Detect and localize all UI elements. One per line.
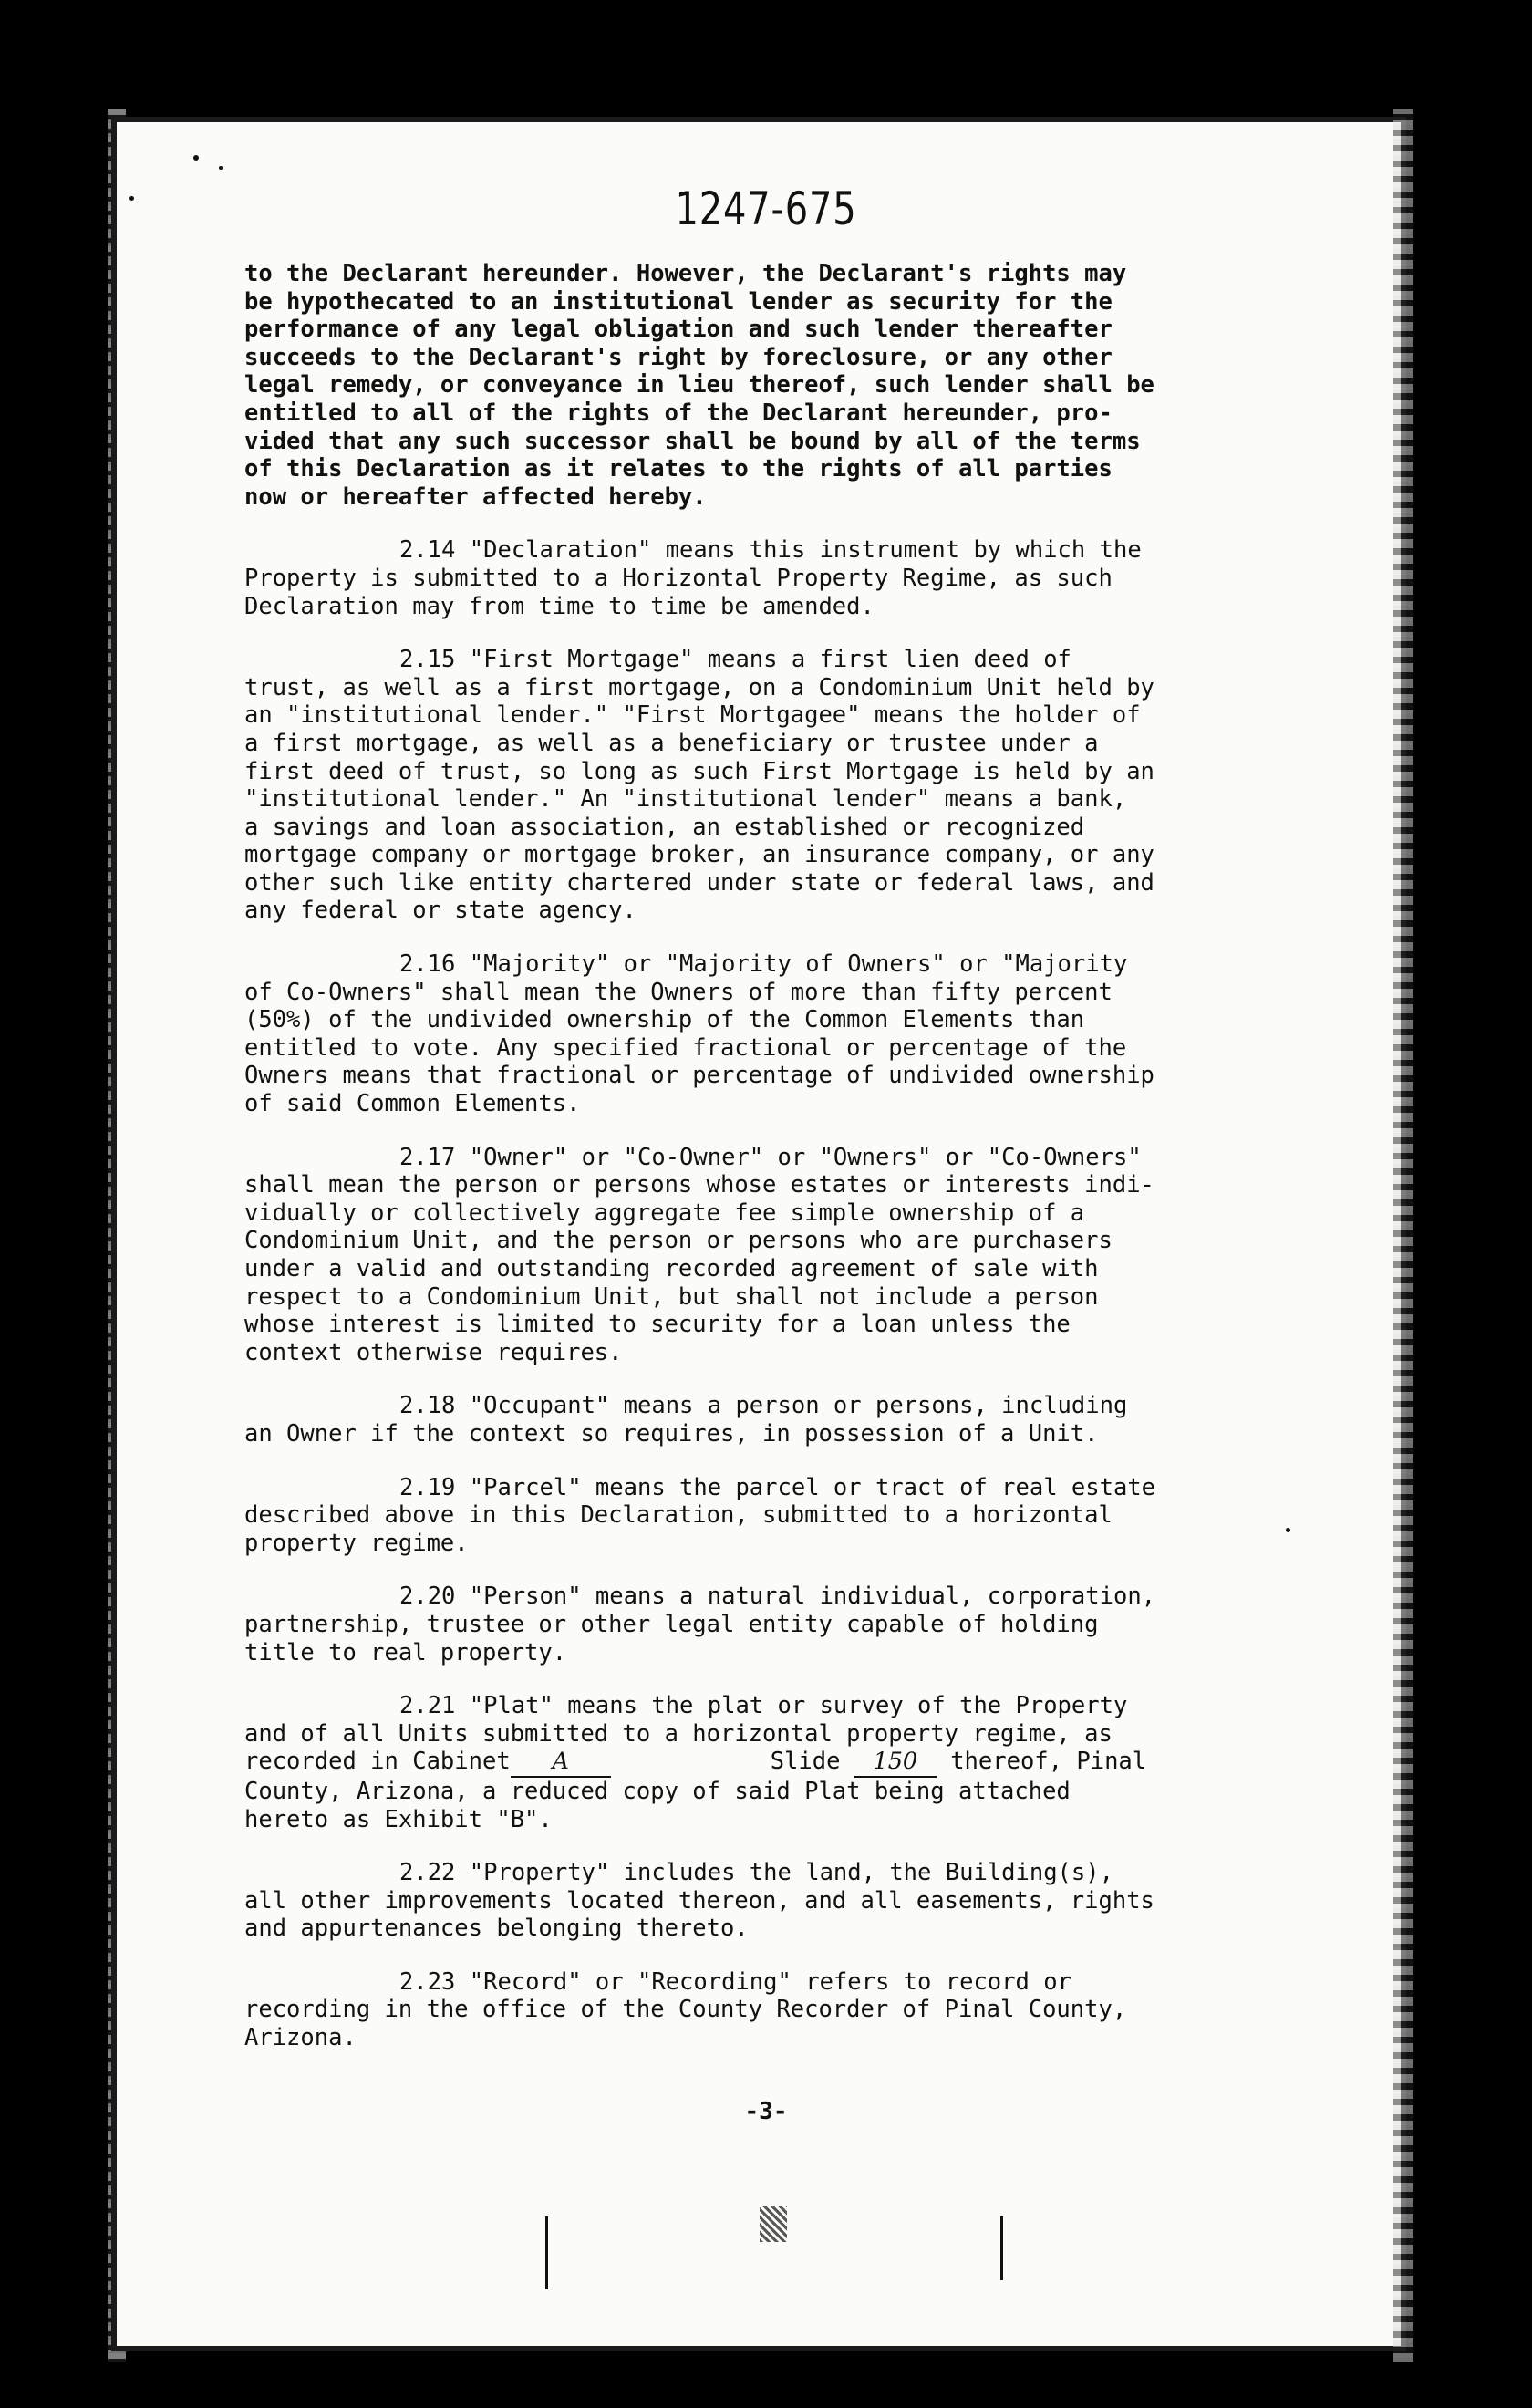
text-line: Owners means that fractional or percentage of undivided ownership xyxy=(244,1062,1154,1090)
text-line: a savings and loan association, an established or recognized xyxy=(244,813,1085,841)
slide-handwritten-value: 150 xyxy=(854,1748,937,1778)
text-line: 2.15 "First Mortgage" means a first lien deed of xyxy=(399,646,1071,674)
text-line: of said Common Elements. xyxy=(244,1090,581,1118)
text-line: recording in the office of the County Recorder of Pinal County, xyxy=(244,1996,1127,2024)
recorded-in-cabinet-label: recorded in Cabinet xyxy=(244,1748,511,1776)
text-line: entitled to all of the rights of the Declarant hereunder, pro- xyxy=(244,399,1113,427)
paragraph-2-23-record xyxy=(244,1968,1316,2052)
text-line: 2.17 "Owner" or "Co-Owner" or "Owners" or "Co-Owners" xyxy=(399,1143,1142,1171)
text-line: and appurtenances belonging thereto. xyxy=(244,1915,749,1943)
text-line: (50%) of the undivided ownership of the Common Elements than xyxy=(244,1006,1085,1034)
page-number-footer: -3- xyxy=(744,2098,788,2125)
text-line: vided that any such successor shall be bound by all of the terms xyxy=(244,427,1141,455)
text-line: all other improvements located thereon, and all easements, rights xyxy=(244,1886,1154,1915)
paragraph-2-22-property xyxy=(244,1859,1316,1943)
paragraph-2-14-declaration xyxy=(244,536,1316,620)
text-line: 2.22 "Property" includes the land, the Building(s), xyxy=(399,1859,1113,1887)
text-line: be hypothecated to an institutional lender as security for the xyxy=(244,287,1113,316)
text-line: vidually or collectively aggregate fee simple ownership of a xyxy=(244,1199,1085,1227)
text-line: Condominium Unit, and the person or persons who are purchasers xyxy=(244,1227,1113,1255)
text-line: any federal or state agency. xyxy=(244,897,637,925)
text-line: entitled to vote. Any specified fractional or percentage of the xyxy=(244,1033,1127,1062)
text-line: 2.20 "Person" means a natural individual, corporation, xyxy=(399,1583,1156,1611)
text-line: succeeds to the Declarant's right by foreclosure, or any other xyxy=(244,343,1113,371)
text-line: other such like entity chartered under state or federal laws, and xyxy=(244,868,1154,897)
paragraph-2-18-occupant xyxy=(244,1392,1316,1448)
text-line: described above in this Declaration, submitted to a horizontal xyxy=(244,1501,1113,1530)
text-line: respect to a Condominium Unit, but shall not include a person xyxy=(244,1282,1099,1311)
text-line: first deed of trust, so long as such First Mortgage is held by an xyxy=(244,757,1154,785)
slide-label: Slide xyxy=(770,1748,841,1776)
text-line: 2.19 "Parcel" means the parcel or tract of real estate xyxy=(399,1473,1156,1501)
text-line: of this Declaration as it relates to the rights of all parties xyxy=(244,455,1113,483)
scan-speck xyxy=(129,196,134,201)
document-reference-number: 1247-675 xyxy=(675,182,857,235)
binding-mark-left xyxy=(545,2216,548,2289)
text-line: context otherwise requires. xyxy=(244,1338,623,1366)
text-line: County, Arizona, a reduced copy of said Plat being attached xyxy=(244,1777,1071,1805)
paragraph-intro xyxy=(244,260,1316,511)
text-line: Arizona. xyxy=(244,2024,357,2052)
text-line: shall mean the person or persons whose estates or interests indi- xyxy=(244,1171,1154,1199)
text-line: now or hereafter affected hereby. xyxy=(244,483,707,511)
paragraph-2-17-owner xyxy=(244,1144,1316,1367)
scan-artifact-stamp xyxy=(760,2206,787,2242)
text-line: mortgage company or mortgage broker, an insurance company, or any xyxy=(244,841,1154,869)
text-line: title to real property. xyxy=(244,1638,567,1666)
text-line: a first mortgage, as well as a beneficiary or trustee under a xyxy=(244,729,1099,757)
text-line: Property is submitted to a Horizontal Property Regime, as such xyxy=(244,564,1113,592)
scan-speck xyxy=(193,155,199,161)
text-line: 2.23 "Record" or "Recording" refers to record or xyxy=(399,1967,1071,1996)
paragraph-2-19-parcel xyxy=(244,1474,1316,1558)
scan-speck xyxy=(219,166,223,170)
text-line: an Owner if the context so requires, in possession of a Unit. xyxy=(244,1419,1099,1448)
text-line: performance of any legal obligation and such lender thereafter xyxy=(244,316,1113,344)
text-line: whose interest is limited to security for a loan unless the xyxy=(244,1311,1071,1339)
text-line: partnership, trustee or other legal entity capable of holding xyxy=(244,1610,1099,1638)
text-line: under a valid and outstanding recorded agreement of sale with xyxy=(244,1255,1099,1282)
text-line: Declaration may from time to time be amended. xyxy=(244,592,875,620)
document-body xyxy=(244,260,1316,2078)
text-line: 2.21 "Plat" means the plat or survey of the Property xyxy=(399,1692,1128,1720)
cabinet-handwritten-value: A xyxy=(511,1748,611,1778)
text-line: and of all Units submitted to a horizontal property regime, as xyxy=(244,1719,1113,1748)
paragraph-2-20-person xyxy=(244,1583,1316,1666)
text-line: hereto as Exhibit "B". xyxy=(244,1805,553,1833)
text-line: 2.16 "Majority" or "Majority of Owners" or "Majority xyxy=(399,950,1128,979)
paragraph-2-21-plat xyxy=(244,1692,1316,1833)
text-line: property regime. xyxy=(244,1529,469,1557)
text-line: "institutional lender." An "institutional lender" means a bank, xyxy=(244,785,1127,814)
paragraph-2-15-first-mortgage xyxy=(244,646,1316,925)
text-line: to the Declarant hereunder. However, the Declarant's rights may xyxy=(244,260,1127,287)
text-line: 2.18 "Occupant" means a person or persons, including xyxy=(399,1392,1128,1420)
text-line: legal remedy, or conveyance in lieu thereof, such lender shall be xyxy=(244,371,1154,400)
text-line: of Co-Owners" shall mean the Owners of more than fifty percent xyxy=(244,978,1113,1006)
paragraph-2-16-majority xyxy=(244,950,1316,1118)
thereof-pinal-label: thereof, Pinal xyxy=(950,1748,1147,1776)
text-line-recording-reference xyxy=(244,1748,1316,1778)
binding-mark-right xyxy=(1000,2216,1003,2280)
text-line: an "institutional lender." "First Mortgagee" means the holder of xyxy=(244,701,1141,730)
scan-edge-right xyxy=(1393,109,1413,2362)
text-line: 2.14 "Declaration" means this instrument by which the xyxy=(399,536,1142,565)
text-line: trust, as well as a first mortgage, on a Condominium Unit held by xyxy=(244,673,1154,701)
